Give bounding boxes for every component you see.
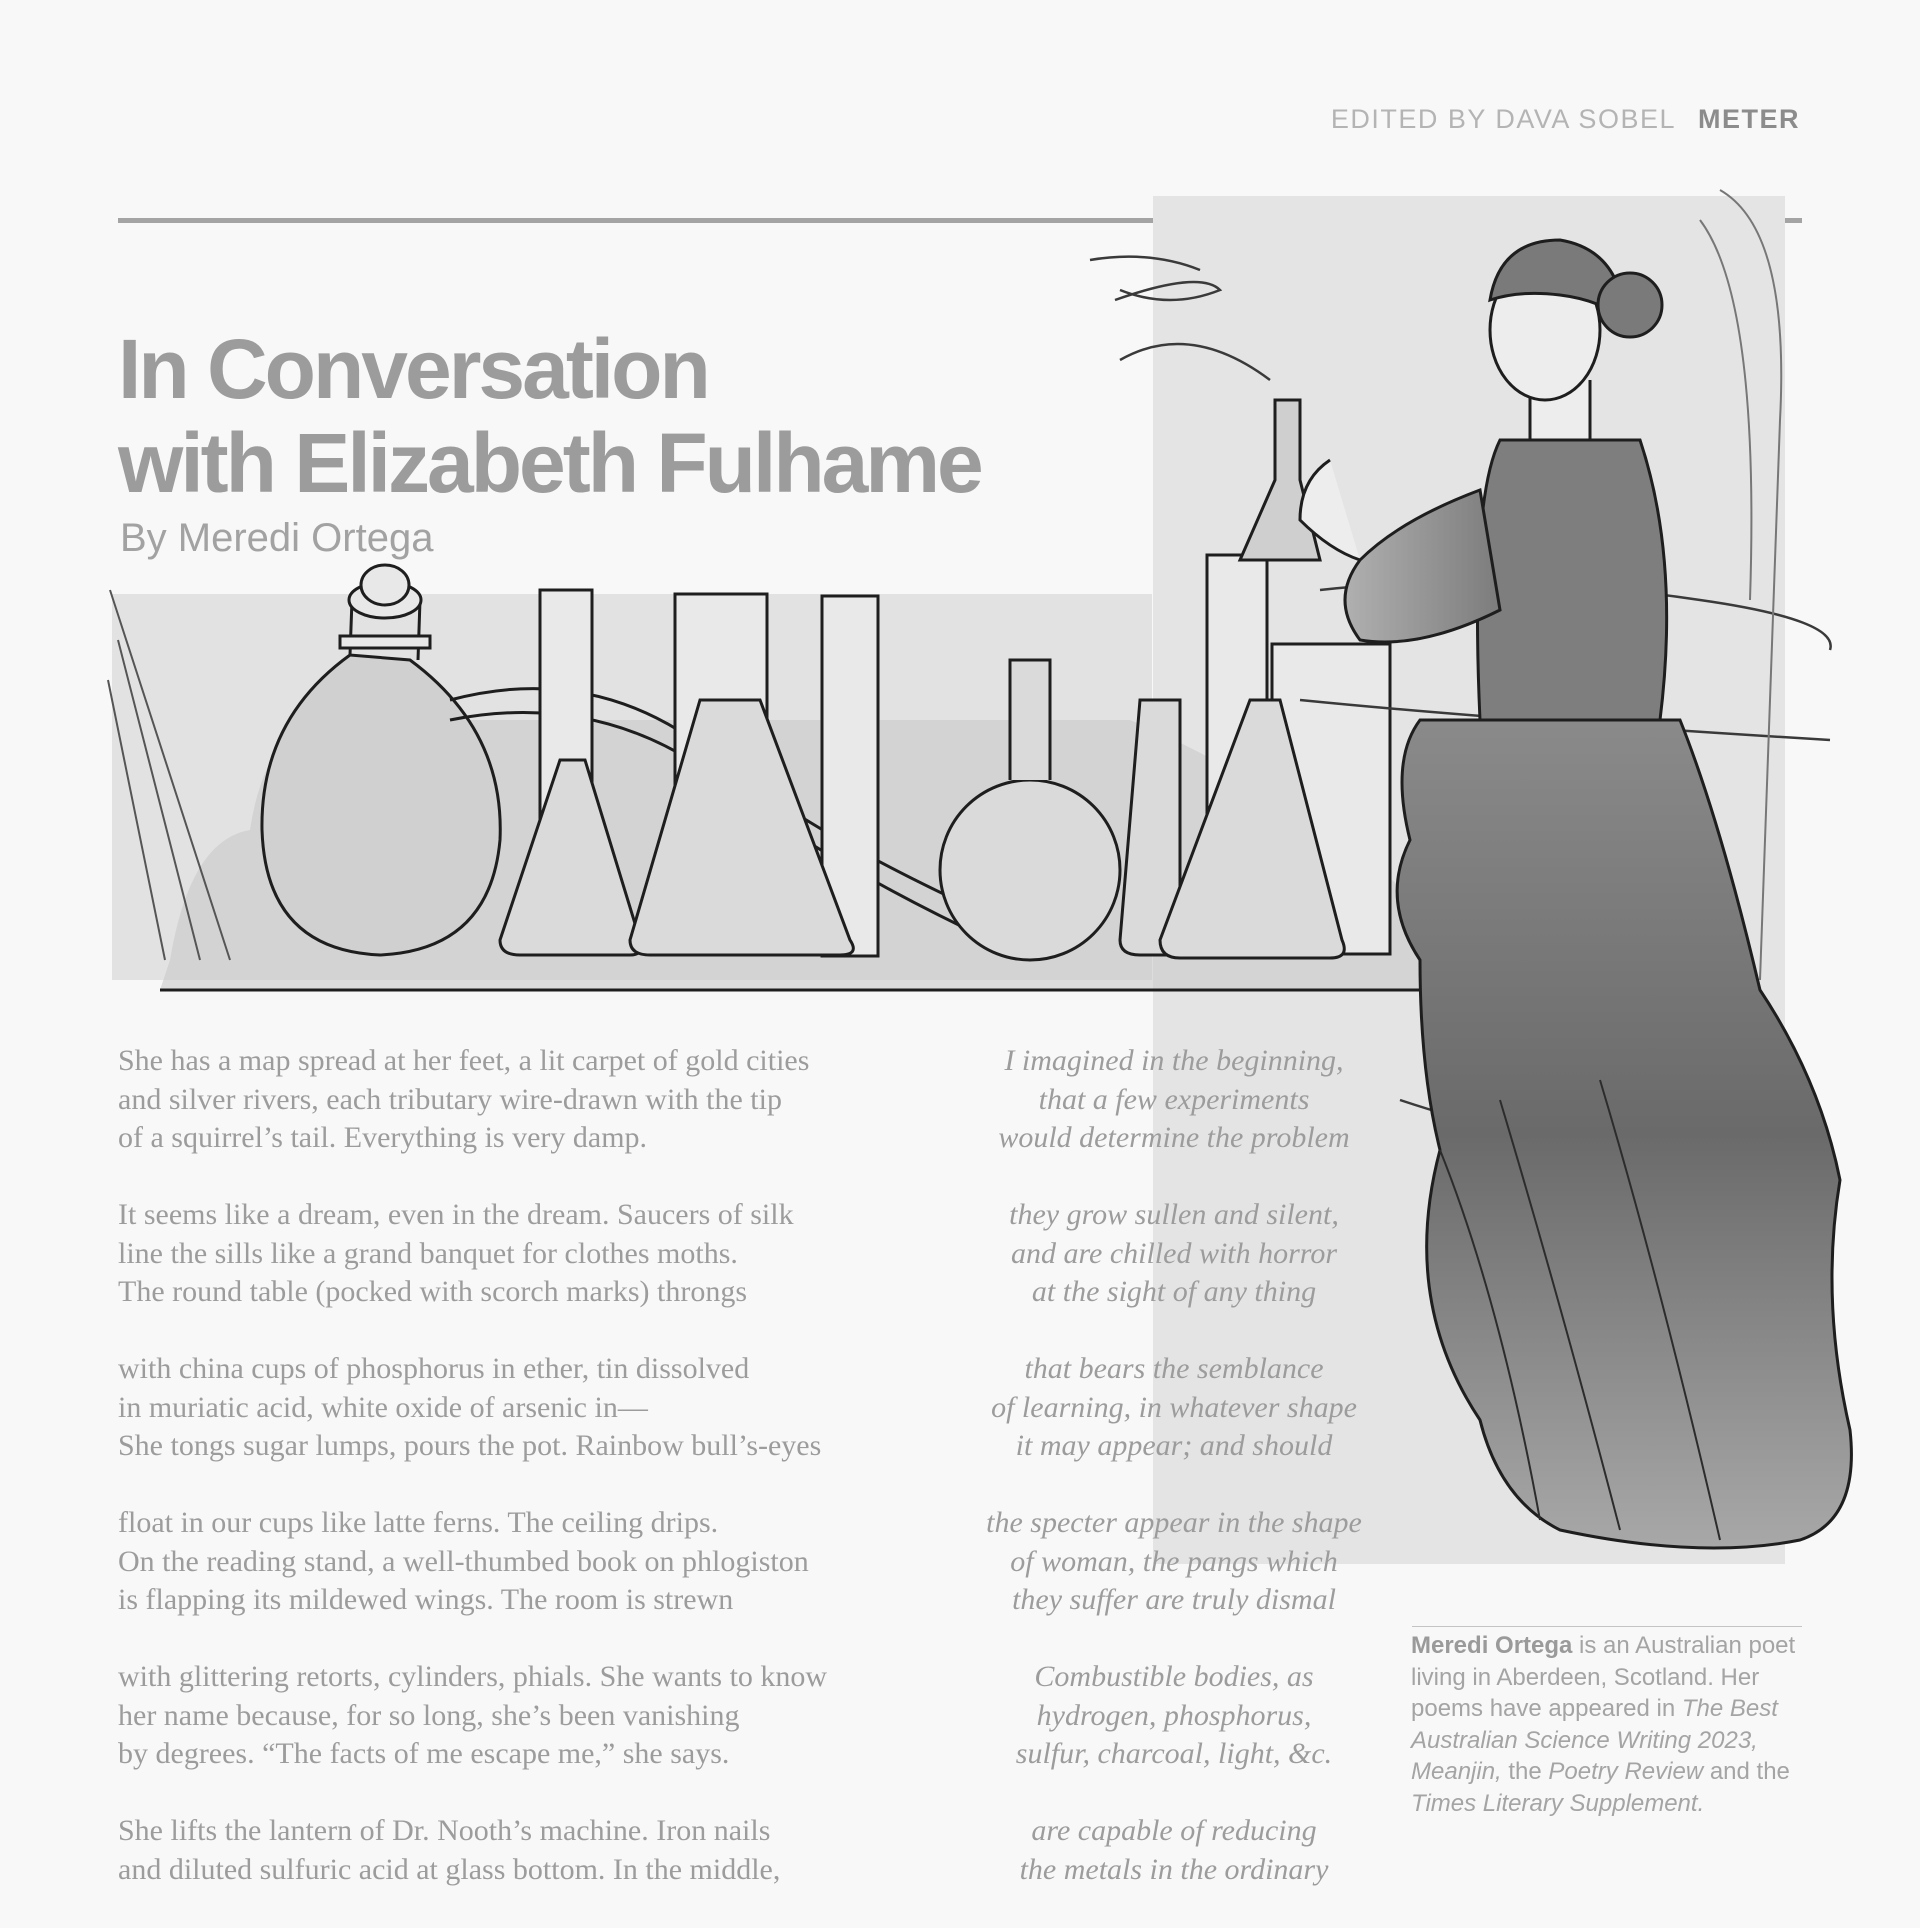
stanza <box>118 1658 918 1774</box>
poem-quote-column <box>958 1042 1390 1928</box>
section-name: METER <box>1698 104 1800 134</box>
title-line-2: with Elizabeth Fulhame <box>118 416 981 510</box>
poem-line: and diluted sulfuric acid at glass bottom. In the middle, <box>118 1852 781 1886</box>
quote-line: and are chilled with horror <box>1010 1236 1338 1270</box>
byline: By Meredi Ortega <box>120 516 434 560</box>
poem-line: with glittering retorts, cylinders, phials. She wants to know <box>118 1660 828 1693</box>
title-line-1: In Conversation <box>118 322 708 416</box>
poem-line: She tongs sugar lumps, pours the pot. Rainbow bull’s-eyes <box>118 1429 822 1462</box>
quote-line: of woman, the pangs which <box>1010 1544 1338 1578</box>
hair-bun <box>1598 273 1662 337</box>
quote-stanza <box>958 1658 1390 1774</box>
poem-line: is flapping its mildewed wings. The room is strewn <box>118 1583 734 1616</box>
bio-author-name: Meredi Ortega <box>1411 1632 1573 1659</box>
poem-main-column <box>118 1042 918 1928</box>
quote-line: the metals in the ordinary <box>1019 1852 1329 1886</box>
quote-line: sulfur, charcoal, light, &c. <box>1015 1737 1333 1770</box>
quote-stanza <box>958 1504 1390 1620</box>
poem-line: She lifts the lantern of Dr. Nooth’s machine. Iron nails <box>118 1814 771 1847</box>
bio-text: and the <box>1703 1758 1790 1785</box>
stanza <box>118 1196 918 1312</box>
poem-line: by degrees. “The facts of me escape me,” she says. <box>118 1737 730 1770</box>
quote-line: the specter appear in the shape <box>986 1506 1362 1539</box>
bio-rule <box>1412 1626 1802 1627</box>
quote-line: that bears the semblance <box>1024 1352 1324 1385</box>
quote-line: it may appear; and should <box>1015 1429 1333 1462</box>
quote-line: are capable of reducing <box>1031 1814 1317 1847</box>
quote-line: at the sight of any thing <box>1031 1275 1317 1308</box>
bio-publication: The Best Australian Science Writing 2023, Meanjin, <box>1411 1695 1778 1785</box>
editor-credit: EDITED BY DAVA SOBEL <box>1330 104 1675 134</box>
poem-line: On the reading stand, a well-thumbed book on phlogiston <box>118 1544 809 1578</box>
bio-text: the <box>1501 1758 1549 1785</box>
poem-line: The round table (pocked with scorch marks) throngs <box>118 1275 747 1308</box>
poem-line: with china cups of phosphorus in ether, tin dissolved <box>118 1352 750 1385</box>
bio-text: is an Australian poet living in Aberdeen, Scotland. Her poems have appeared in <box>1411 1632 1796 1722</box>
quote-stanza <box>958 1812 1390 1889</box>
poem-line: and silver rivers, each tributary wire-drawn with the tip <box>118 1082 782 1116</box>
bio-publication: Times Literary Supplement. <box>1411 1789 1705 1817</box>
poem-line: in muriatic acid, white oxide of arsenic in— <box>118 1390 648 1424</box>
quote-line: hydrogen, phosphorus, <box>1036 1698 1312 1732</box>
quote-line: would determine the problem <box>998 1121 1350 1154</box>
quote-stanza <box>958 1196 1390 1312</box>
poem-line: She has a map spread at her feet, a lit carpet of gold cities <box>118 1044 810 1077</box>
quote-line: they grow sullen and silent, <box>1009 1198 1339 1231</box>
quote-line: that a few experiments <box>1038 1082 1310 1116</box>
poem-line: It seems like a dream, even in the dream. Saucers of silk <box>118 1198 794 1231</box>
poem-line: line the sills like a grand banquet for clothes moths. <box>118 1236 738 1270</box>
poem-line: her name because, for so long, she’s been vanishing <box>118 1698 740 1732</box>
quote-line: Combustible bodies, as <box>1034 1660 1314 1693</box>
bio-publication: Poetry Review <box>1548 1758 1704 1785</box>
quote-line: they suffer are truly dismal <box>1012 1583 1336 1616</box>
poem-line: of a squirrel’s tail. Everything is very damp. <box>118 1121 648 1154</box>
quote-stanza <box>958 1042 1390 1158</box>
author-bio <box>1411 1630 1806 1819</box>
quote-line: I imagined in the beginning, <box>1004 1044 1344 1077</box>
article-title <box>118 322 1118 510</box>
bodice <box>1478 440 1667 720</box>
stanza <box>118 1350 918 1466</box>
quote-line: of learning, in whatever shape <box>991 1390 1357 1424</box>
quote-stanza <box>958 1350 1390 1466</box>
stanza <box>118 1504 918 1620</box>
stanza <box>118 1042 918 1158</box>
poem-line: float in our cups like latte ferns. The ceiling drips. <box>118 1506 719 1539</box>
stanza <box>118 1812 918 1889</box>
